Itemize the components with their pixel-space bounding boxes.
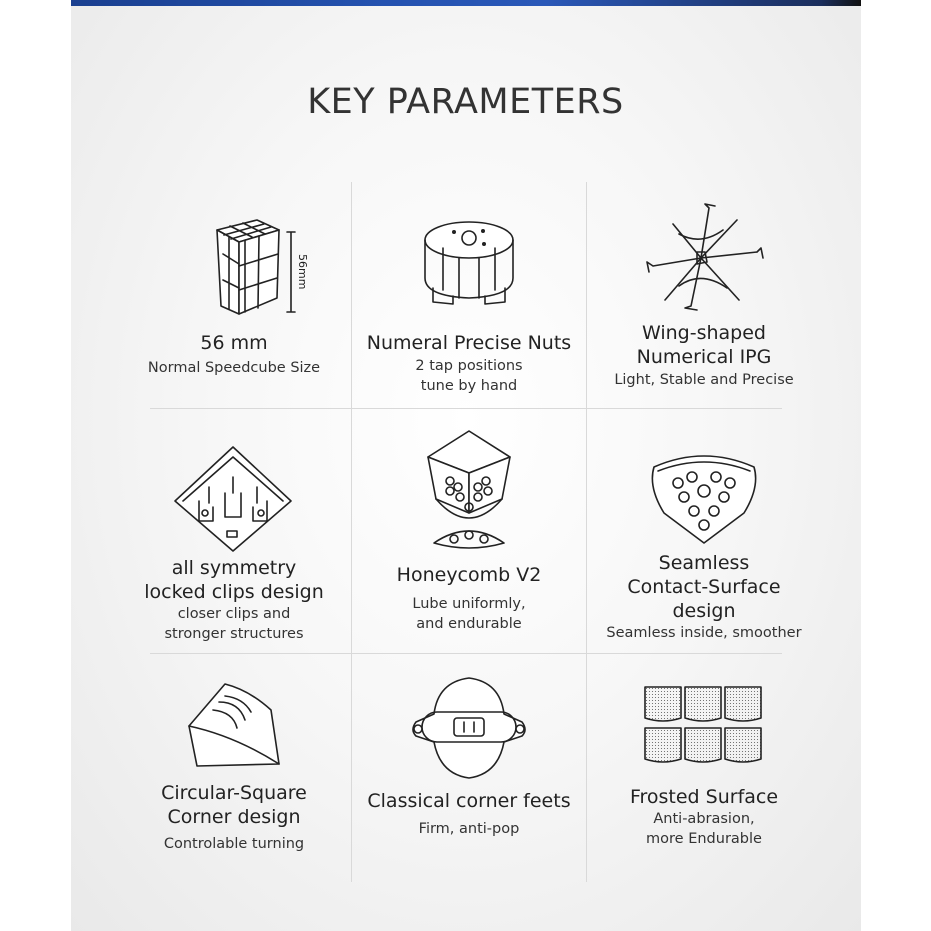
feature-cell-feet [352, 654, 586, 884]
feature-description: Light, Stable and Precise [614, 372, 794, 388]
feature-description: Firm, anti-pop [418, 821, 520, 837]
clip-icon [117, 443, 351, 553]
nut-icon [352, 218, 586, 308]
feature-heading: Circular-Square Corner design [161, 782, 307, 828]
honeycomb-icon [352, 427, 586, 552]
corner-icon [117, 676, 351, 771]
feature-cell-core [587, 190, 821, 408]
top-banner-bar [71, 0, 861, 6]
cube-icon [117, 202, 351, 317]
feature-heading: all symmetry locked clips design [144, 557, 324, 603]
feature-heading: Numeral Precise Nuts [366, 332, 572, 354]
feature-cell-corner [117, 654, 351, 884]
feature-description: Normal Speedcube Size [147, 360, 321, 376]
feature-heading: 56 mm [200, 332, 268, 354]
feature-description: closer clips and stronger structures [164, 606, 304, 642]
feature-heading: Classical corner feets [367, 790, 571, 812]
feature-cell-contact [587, 409, 821, 653]
feature-heading: Frosted Surface [629, 786, 779, 808]
feature-description: Seamless inside, smoother [606, 625, 802, 641]
frosted-surface-icon [587, 684, 821, 766]
feature-description: Lube uniformly, and endurable [412, 596, 526, 632]
feature-heading: Honeycomb V2 [396, 564, 542, 586]
feature-cell-frosted [587, 654, 821, 884]
feature-cell-honeycomb [352, 409, 586, 653]
feature-description: Controlable turning [163, 836, 305, 852]
corner-feet-icon [352, 674, 586, 779]
page-title: KEY PARAMETERS [307, 82, 624, 122]
cube-dimension-label: 56mm [296, 254, 309, 290]
feature-heading: Wing-shaped Numerical IPG [636, 322, 772, 368]
feature-description: Anti-abrasion, more Endurable [646, 811, 762, 847]
feature-cell-size [117, 190, 351, 408]
feature-cell-clips [117, 409, 351, 653]
core-icon [587, 200, 821, 315]
feature-heading: Seamless Contact-Surface design [627, 552, 781, 622]
feature-description: 2 tap positions tune by hand [415, 358, 523, 394]
contact-surface-icon [587, 447, 821, 547]
feature-cell-nuts [352, 190, 586, 408]
